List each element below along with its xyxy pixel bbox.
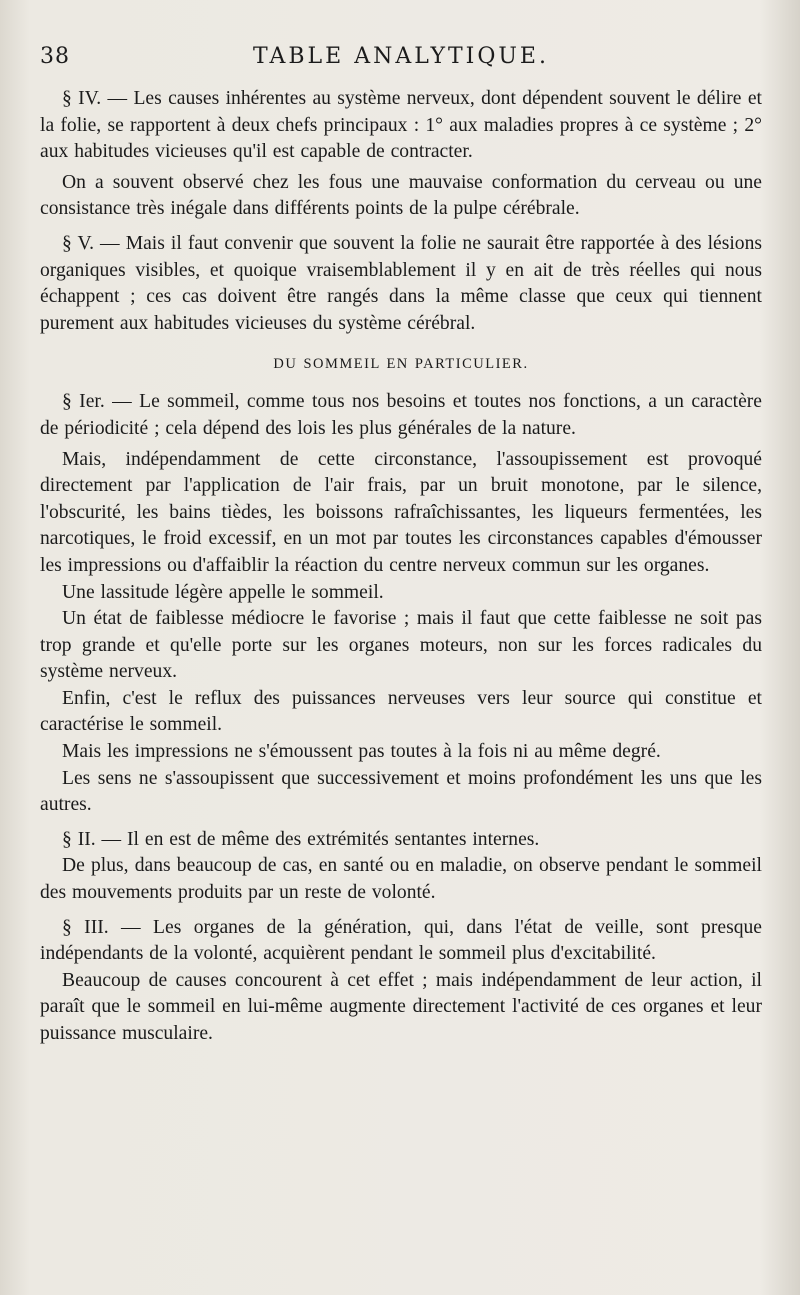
paragraph-lassitude: Une lassitude légère appelle le sommeil. [62,581,384,603]
paragraph-section-ii: § II. — Il en est de même des extrémités sentantes internes. [62,828,540,850]
paragraph-section-v: § V. — Mais il faut convenir que souvent la folie ne saurait être rapportée à des lésions organiques visibles, et quoique vraisemblablement il y en ait de très réelles qui nous échappent ; ces cas doivent être rangés dans la même classe que ceux qui tiennent purement aux habitudes vicieuses du système cérébral. [40,232,762,334]
paragraph-sens: Les sens ne s'assoupissent que successivement et moins profondément les uns que les autres. [40,767,762,816]
paragraph-section-iii: § III. — Les organes de la génération, qui, dans l'état de veille, sont presque indépendants de la volonté, acquièrent pendant le sommeil plus d'excitabilité. [40,916,762,965]
running-title: TABLE ANALYTIQUE. [253,44,549,69]
paragraph-reflux: Enfin, c'est le reflux des puissances nerveuses vers leur source qui constitue et caractérise le sommeil. [40,687,762,736]
paragraph-assoupissement: Mais, indépendamment de cette circonstance, l'assoupissement est provoqué directement par l'application de l'air frais, par un bruit monotone, par le silence, l'obscurité, les bains tièdes, les boissons rafraîchissantes, les liqueurs fermentées, les narcotiques, le froid excessif, en un mot par toutes les circonstances capables d'émousser les impressions ou d'affaiblir la réaction du centre nerveux commun sur les organes. [40,448,762,576]
body-text [40,86,762,1048]
paragraph-section-iv: § IV. — Les causes inhérentes au système nerveux, dont dépendent souvent le délire et la folie, se rapportent à deux chefs principaux : 1° aux maladies propres à ce système ; 2° aux habitudes vicieuses qu'il est capable de contracter. [40,88,762,163]
paragraph-faiblesse: Un état de faiblesse médiocre le favorise ; mais il faut que cette faiblesse ne soit pas trop grande et qu'elle porte sur les organes moteurs, non sur les forces radicales du système nerveux. [40,608,762,683]
paragraph-section-i: § Ier. — Le sommeil, comme tous nos besoins et toutes nos fonctions, a un caractère de périodicité ; cela dépend des lois les plus générales de la nature. [40,391,762,439]
paragraph-volonte: De plus, dans beaucoup de cas, en santé ou en maladie, on observe pendant le sommeil des mouvements produits par un reste de volonté. [40,855,762,904]
page-number: 38 [40,44,70,69]
paragraph-causes: Beaucoup de causes concourent à cet effet ; mais indépendamment de leur action, il paraît que le sommeil en lui-même augmente directement l'activité de ces organes et leur puissance musculaire. [40,969,762,1044]
paragraph-impressions: Mais les impressions ne s'émoussent pas toutes à la fois ni au même degré. [62,741,661,763]
page-header [40,42,762,72]
paragraph-cerveau: On a souvent observé chez les fous une mauvaise conformation du cerveau ou une consistance très inégale dans différents points de la pulpe cérébrale. [40,171,762,220]
section-heading: DU SOMMEIL EN PARTICULIER. [273,356,529,373]
